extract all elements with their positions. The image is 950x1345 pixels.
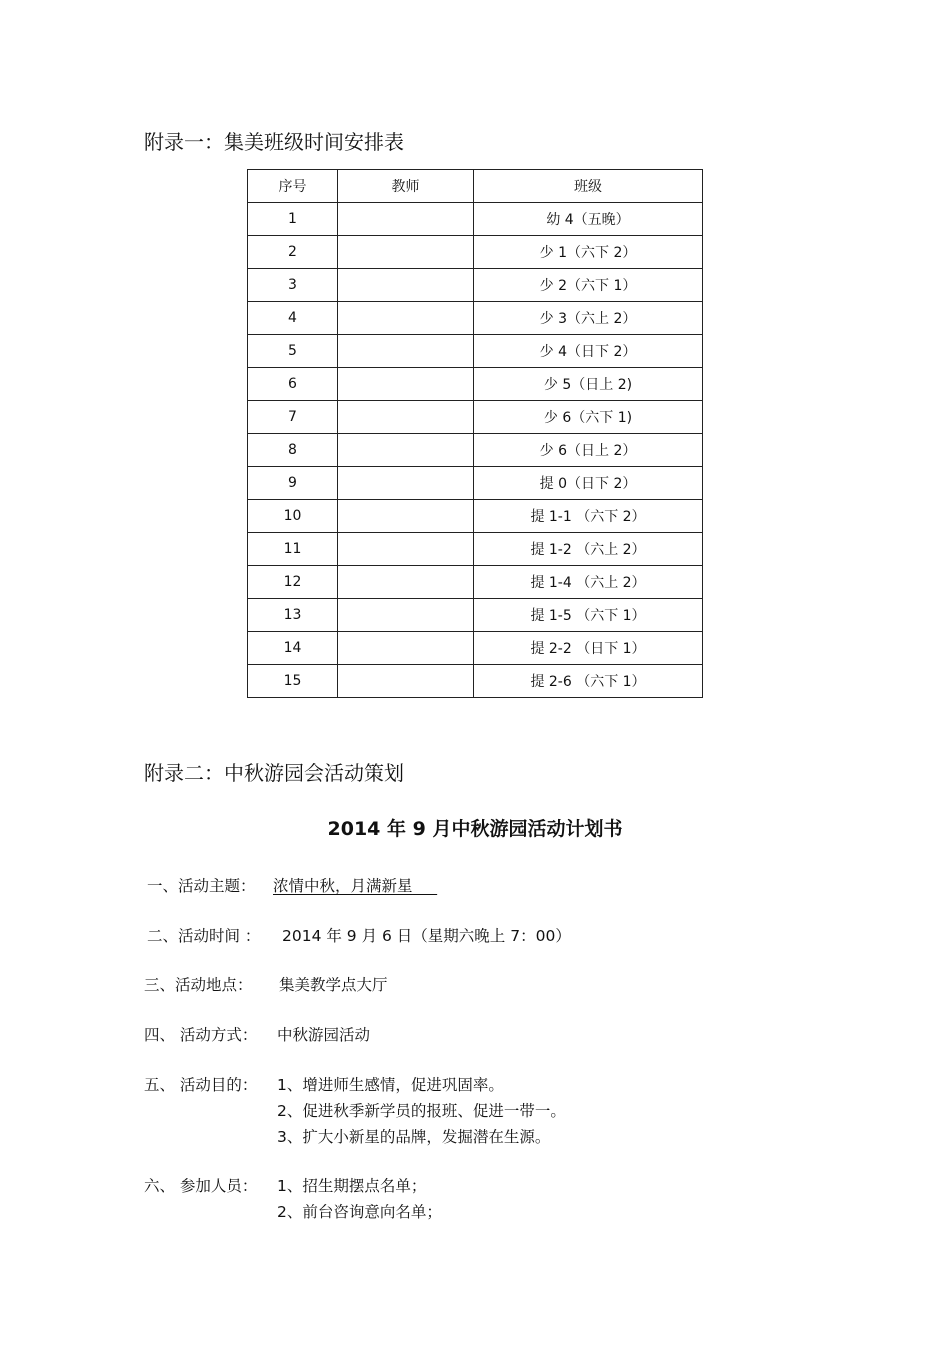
cell-number: 7 [248,401,338,434]
appendix1-heading: 附录一：集美班级时间安排表 [144,130,404,154]
table-row [248,401,703,434]
cell-number: 11 [248,533,338,566]
people-label: 六、 参加人员： [144,1177,258,1195]
plan-title: 2014 年 9 月中秋游园活动计划书 [327,818,623,840]
people-line-1: 1、招生期摆点名单； [277,1177,427,1195]
cell-class: 提 2-6 （六下 1） [474,665,703,698]
people-line-2: 2、前台咨询意向名单； [277,1203,442,1221]
cell-class: 提 2-2 （日下 1） [474,632,703,665]
purpose-line-3: 3、扩大小新星的品牌，发掘潜在生源。 [277,1128,551,1146]
column-header-class: 班级 [474,170,703,203]
table-row [248,236,703,269]
table-row [248,335,703,368]
table-row [248,566,703,599]
cell-class: 提 1-5 （六下 1） [474,599,703,632]
mode-label: 四、 活动方式： [144,1026,258,1044]
cell-teacher [338,302,474,335]
cell-number: 5 [248,335,338,368]
table-row [248,269,703,302]
cell-class: 提 0（日下 2） [474,467,703,500]
cell-teacher [338,401,474,434]
cell-teacher [338,566,474,599]
cell-number: 14 [248,632,338,665]
cell-class: 提 1-2 （六上 2） [474,533,703,566]
cell-class: 少 1（六下 2） [474,236,703,269]
table-row [248,368,703,401]
cell-teacher [338,269,474,302]
cell-class: 少 6（日上 2） [474,434,703,467]
cell-teacher [338,203,474,236]
cell-number: 2 [248,236,338,269]
cell-number: 9 [248,467,338,500]
time-value: 2014 年 9 月 6 日（星期六晚上 7：00） [282,927,571,945]
cell-class: 少 6（六下 1) [474,401,703,434]
theme-value-text: 浓情中秋，月满新星 [273,877,413,895]
cell-teacher [338,368,474,401]
table-row [248,665,703,698]
theme-value [273,875,437,897]
cell-class: 提 1-1 （六下 2） [474,500,703,533]
theme-label: 一、活动主题： [147,877,256,895]
place-label: 三、活动地点： [144,976,253,994]
class-schedule-table [247,169,703,698]
cell-teacher [338,500,474,533]
cell-teacher [338,335,474,368]
table-row [248,533,703,566]
cell-class: 提 1-4 （六上 2） [474,566,703,599]
cell-class: 少 3（六上 2） [474,302,703,335]
table-row [248,500,703,533]
column-header-number: 序号 [248,170,338,203]
cell-class: 少 5（日上 2) [474,368,703,401]
cell-teacher [338,533,474,566]
appendix2-heading: 附录二：中秋游园会活动策划 [144,761,404,785]
table-row [248,434,703,467]
cell-teacher [338,467,474,500]
cell-number: 8 [248,434,338,467]
cell-number: 1 [248,203,338,236]
table-row [248,632,703,665]
table-row [248,467,703,500]
table-row [248,203,703,236]
purpose-label: 五、 活动目的： [144,1076,258,1094]
cell-teacher [338,632,474,665]
cell-teacher [338,599,474,632]
mode-value: 中秋游园活动 [277,1026,371,1044]
table-row [248,599,703,632]
cell-teacher [338,236,474,269]
cell-number: 4 [248,302,338,335]
place-value: 集美教学点大厅 [279,976,388,994]
table-row [248,302,703,335]
cell-number: 12 [248,566,338,599]
purpose-line-1: 1、增进师生感情，促进巩固率。 [277,1076,504,1094]
time-label: 二、活动时间 ： [147,927,261,945]
cell-number: 10 [248,500,338,533]
cell-number: 6 [248,368,338,401]
cell-teacher [338,434,474,467]
table-body [248,203,703,698]
purpose-line-2: 2、促进秋季新学员的报班、促进一带一。 [277,1102,566,1120]
column-header-teacher: 教师 [338,170,474,203]
cell-class: 少 4（日下 2） [474,335,703,368]
cell-number: 13 [248,599,338,632]
table-header-row [248,170,703,203]
cell-class: 幼 4（五晚） [474,203,703,236]
cell-number: 15 [248,665,338,698]
cell-teacher [338,665,474,698]
cell-class: 少 2（六下 1） [474,269,703,302]
cell-number: 3 [248,269,338,302]
